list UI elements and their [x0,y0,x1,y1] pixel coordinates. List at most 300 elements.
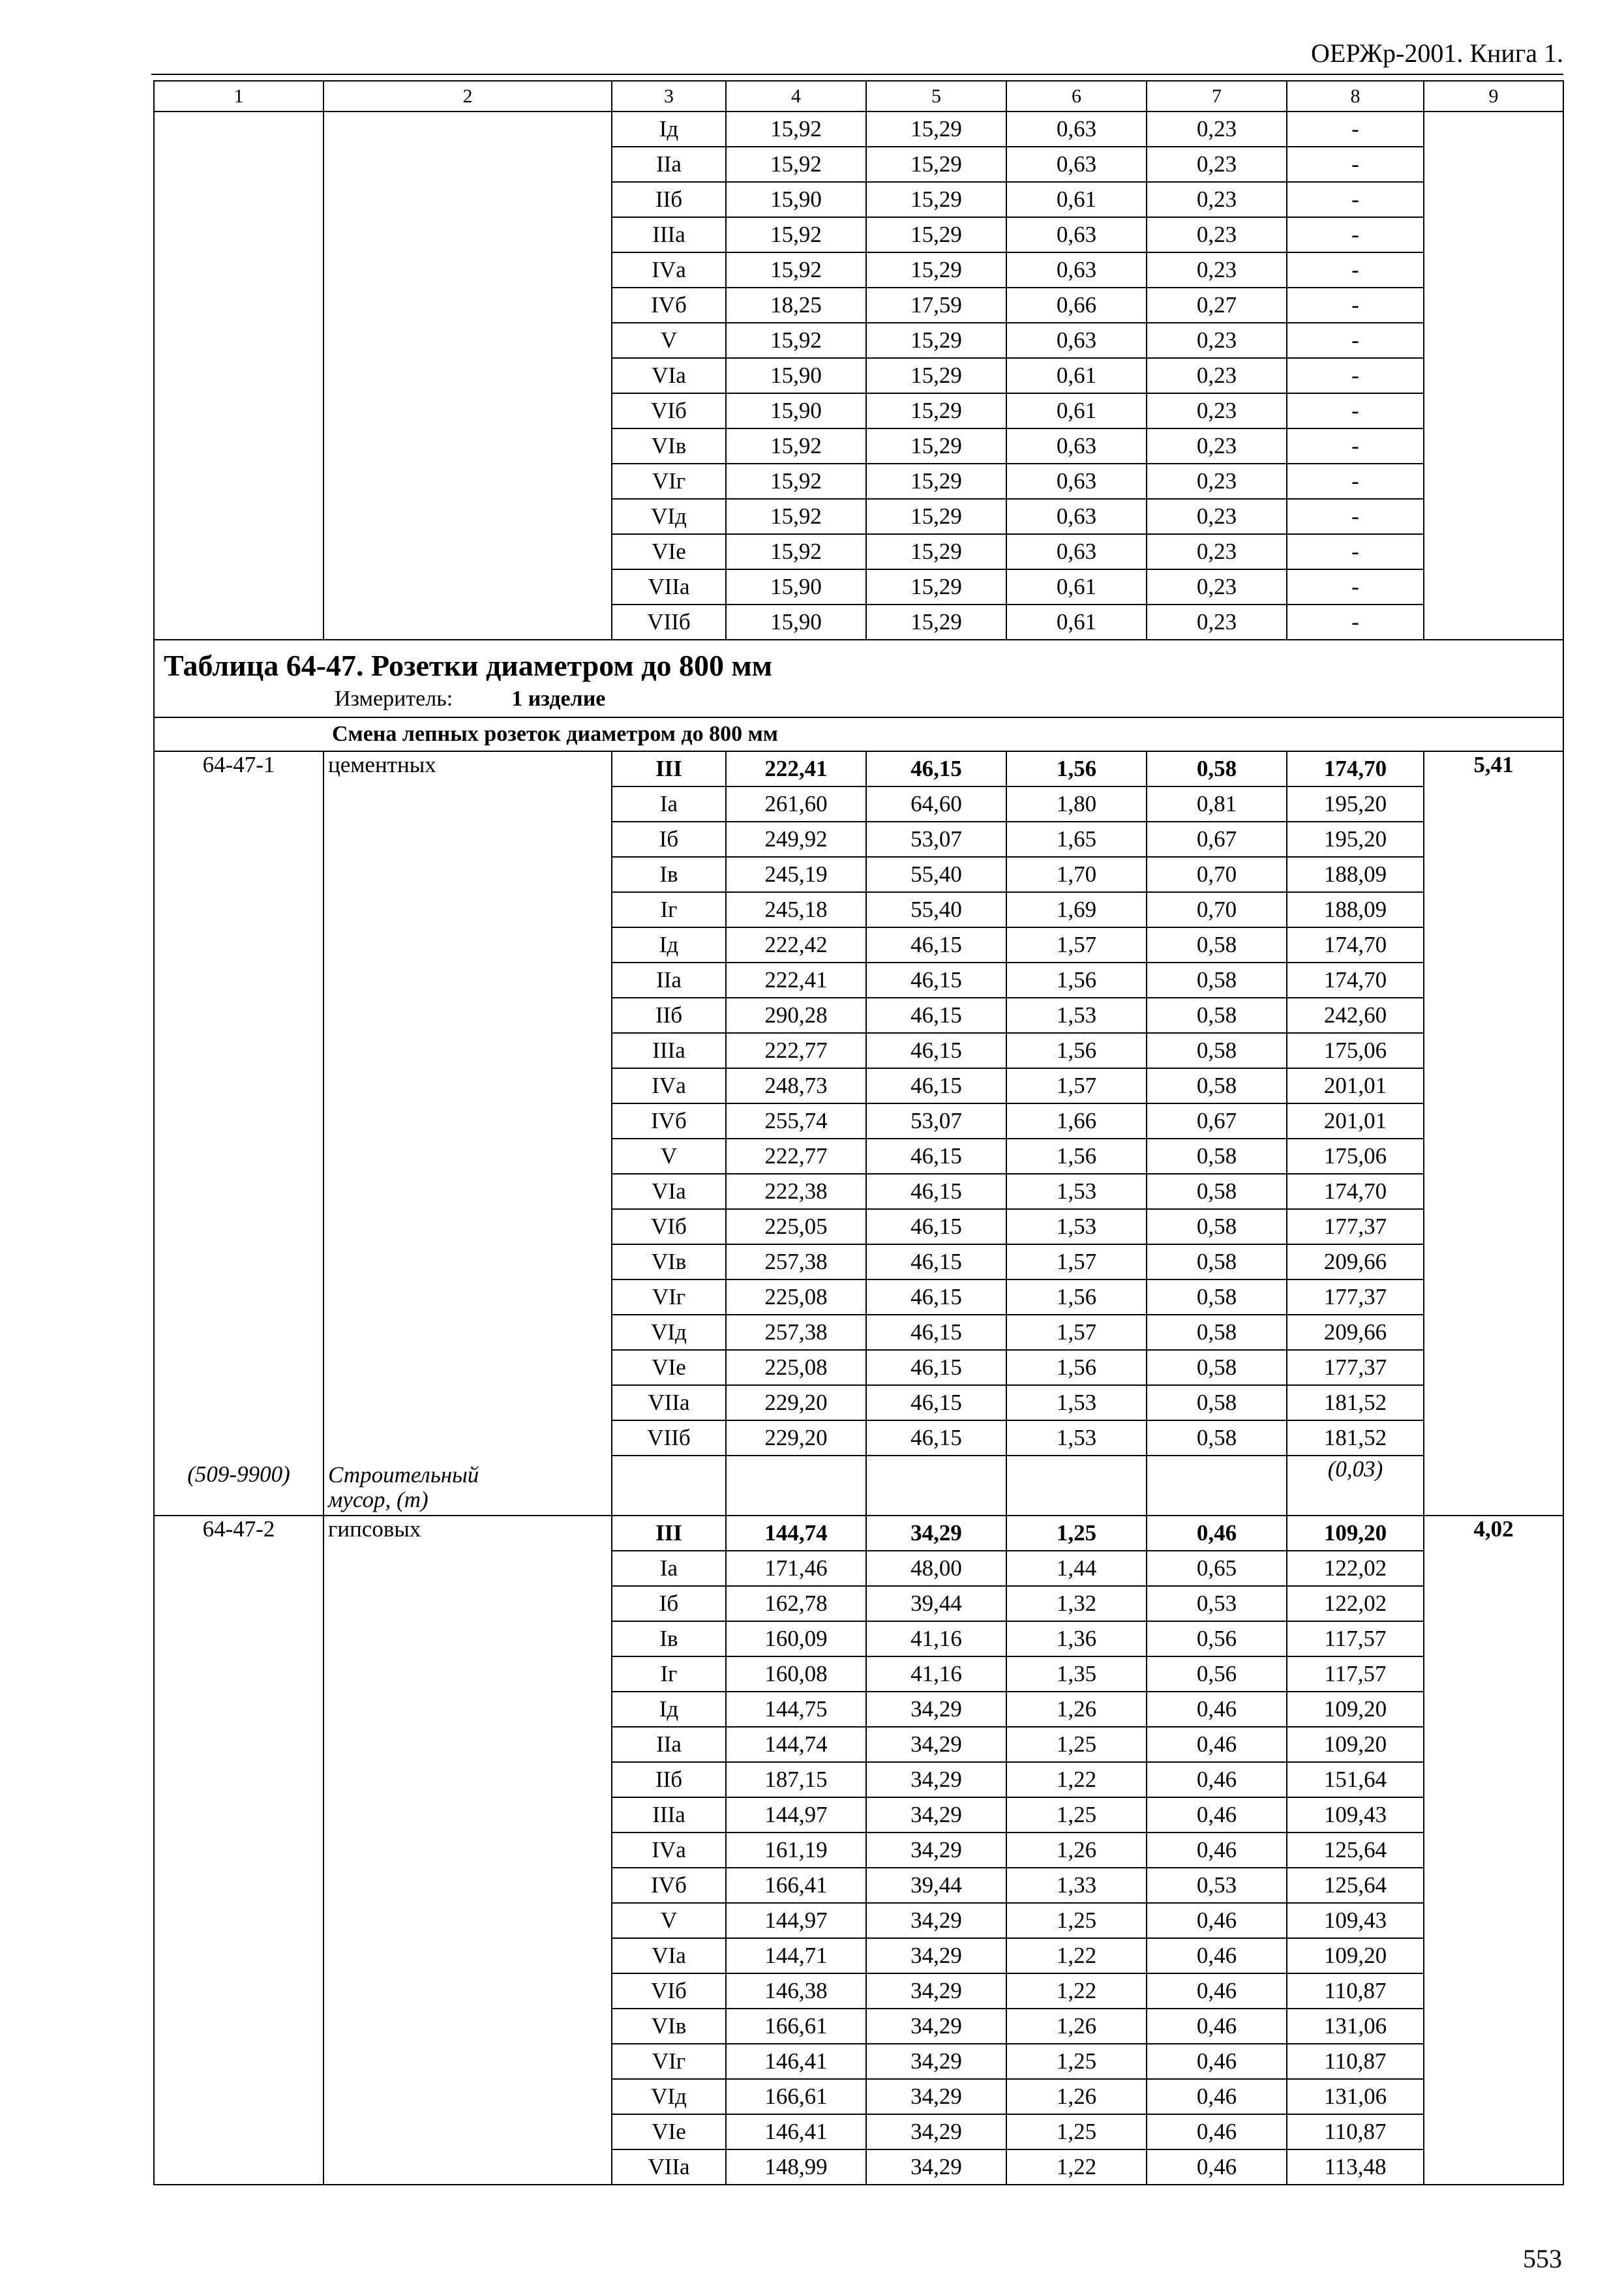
column-number: 1 [154,81,323,112]
value-cell: 1,26 [1006,1692,1147,1727]
value-cell: 195,20 [1287,822,1424,857]
value-cell: 0,23 [1147,182,1287,217]
value-cell: 0,58 [1147,1033,1287,1068]
value-cell: 0,58 [1147,1209,1287,1244]
value-cell: 225,08 [726,1279,866,1315]
value-cell: 15,92 [726,147,866,182]
value-cell: 188,09 [1287,857,1424,892]
value-cell: 0,58 [1147,751,1287,786]
value-cell: 146,41 [726,2114,866,2149]
zone-cell: VIе [612,1350,726,1385]
value-cell: 0,61 [1006,605,1147,640]
value-cell: - [1287,147,1424,182]
value-cell: 0,70 [1147,857,1287,892]
value-cell: 15,29 [866,428,1006,464]
value-cell: 0,61 [1006,393,1147,428]
value-cell: 0,46 [1147,1938,1287,1973]
value-cell: - [1287,252,1424,288]
value-cell: 0,23 [1147,217,1287,252]
value-cell: - [1287,323,1424,358]
value-cell: 15,29 [866,182,1006,217]
value-cell: 0,46 [1147,1516,1287,1551]
zone-cell: IIа [612,147,726,182]
value-cell: 109,43 [1287,1797,1424,1833]
value-cell: 0,46 [1147,1762,1287,1797]
value-cell: 110,87 [1287,2044,1424,2079]
zone-cell: IIб [612,1762,726,1797]
value-cell: 0,58 [1147,963,1287,998]
item-code-cell [154,112,323,640]
value-cell: 18,25 [726,288,866,323]
value-cell: 146,38 [726,1973,866,2009]
value-cell: 0,65 [1147,1551,1287,1586]
value-cell: 125,64 [1287,1833,1424,1868]
zone-cell: VIе [612,2114,726,2149]
zone-cell: Iб [612,822,726,857]
value-cell: 181,52 [1287,1385,1424,1420]
value-cell: 53,07 [866,822,1006,857]
zone-cell: VIб [612,1209,726,1244]
zone-cell: VIд [612,499,726,534]
value-cell: 0,58 [1147,1420,1287,1456]
value-cell: 222,77 [726,1139,866,1174]
value-cell: 0,67 [1147,1103,1287,1139]
value-cell: 0,23 [1147,252,1287,288]
value-cell: 131,06 [1287,2009,1424,2044]
zone-cell: VIа [612,1938,726,1973]
value-cell: 0,46 [1147,1973,1287,2009]
value-cell: 1,57 [1006,927,1147,963]
value-cell: 0,46 [1147,2044,1287,2079]
value-cell: - [1287,605,1424,640]
value-cell: 1,22 [1006,1973,1147,2009]
zone-cell: IIб [612,998,726,1033]
unit-value: 1 изделие [511,687,606,711]
zone-cell [612,1456,726,1516]
value-cell: 144,75 [726,1692,866,1727]
value-cell: - [1287,393,1424,428]
value-cell: 0,63 [1006,112,1147,147]
zone-cell: IIб [612,182,726,217]
value-cell: 1,36 [1006,1621,1147,1656]
zone-cell: IIа [612,1727,726,1762]
value-cell: 225,05 [726,1209,866,1244]
value-cell: 15,90 [726,358,866,393]
zone-cell: VIб [612,393,726,428]
table-subtitle-row [154,717,1563,751]
zone-cell: IVб [612,288,726,323]
value-cell: 41,16 [866,1656,1006,1692]
value-cell: 1,53 [1006,1385,1147,1420]
zone-cell: V [612,1139,726,1174]
value-cell: 0,56 [1147,1656,1287,1692]
value-cell: 1,26 [1006,1833,1147,1868]
table-title-cell [154,640,1563,717]
value-cell: 195,20 [1287,786,1424,822]
value-cell: 122,02 [1287,1586,1424,1621]
value-cell: 0,61 [1006,358,1147,393]
value-cell: - [1287,182,1424,217]
value-cell: 161,19 [726,1833,866,1868]
value-cell: 0,63 [1006,323,1147,358]
value-cell: 222,41 [726,751,866,786]
value-cell: 0,53 [1147,1586,1287,1621]
header-rule [151,74,1563,75]
value-cell: 1,57 [1006,1068,1147,1103]
value-cell: 1,56 [1006,1139,1147,1174]
zone-cell: IVа [612,252,726,288]
value-cell: 0,46 [1147,1727,1287,1762]
value-cell: 117,57 [1287,1656,1424,1692]
zone-cell: VIг [612,2044,726,2079]
column-number: 5 [866,81,1006,112]
value-cell: 34,29 [866,1727,1006,1762]
value-cell: 175,06 [1287,1033,1424,1068]
value-cell: 39,44 [866,1868,1006,1903]
value-cell: 1,56 [1006,1279,1147,1315]
value-cell: 1,57 [1006,1315,1147,1350]
value-cell: 46,15 [866,927,1006,963]
value-cell: 15,92 [726,534,866,569]
value-cell: 209,66 [1287,1244,1424,1279]
value-cell: 0,23 [1147,112,1287,147]
zone-cell: IIа [612,963,726,998]
zone-cell: IVб [612,1103,726,1139]
value-cell: 0,46 [1147,1692,1287,1727]
value-cell: 46,15 [866,1420,1006,1456]
zone-cell: V [612,323,726,358]
column-number: 9 [1424,81,1563,112]
value-cell: 166,61 [726,2079,866,2114]
value-cell: 257,38 [726,1315,866,1350]
value-cell: 0,58 [1147,1174,1287,1209]
value-cell: 34,29 [866,2044,1006,2079]
value-cell: 15,90 [726,605,866,640]
value-cell: 0,63 [1006,252,1147,288]
value-cell: 48,00 [866,1551,1006,1586]
value-cell: 15,29 [866,217,1006,252]
value-cell: 0,23 [1147,428,1287,464]
value-cell: 34,29 [866,1516,1006,1551]
value-cell: 1,26 [1006,2009,1147,2044]
value-cell: 1,56 [1006,1033,1147,1068]
value-cell: 0,58 [1147,1068,1287,1103]
value-cell: 34,29 [866,1797,1006,1833]
table-title: Таблица 64-47. Розетки диаметром до 800 мм [164,649,773,682]
value-cell: 1,56 [1006,751,1147,786]
value-cell: 0,23 [1147,605,1287,640]
zone-cell: VIа [612,358,726,393]
value-cell: 15,92 [726,252,866,288]
value-cell: 1,65 [1006,822,1147,857]
value-cell: - [1287,217,1424,252]
value-cell: - [1287,534,1424,569]
zone-cell: IVа [612,1068,726,1103]
value-cell: 201,01 [1287,1103,1424,1139]
col9-cell: 5,41 [1424,751,1563,1516]
item-name-cell [323,112,612,640]
value-cell: 1,53 [1006,1420,1147,1456]
debris-code: (509-9900) [187,1461,290,1487]
value-cell: 1,25 [1006,1797,1147,1833]
column-number: 7 [1147,81,1287,112]
value-cell: 110,87 [1287,2114,1424,2149]
zone-cell: IIIа [612,1797,726,1833]
value-cell: 1,53 [1006,998,1147,1033]
value-cell: 0,23 [1147,534,1287,569]
value-cell: 34,29 [866,1903,1006,1938]
value-cell: 0,70 [1147,892,1287,927]
zone-cell: VIе [612,534,726,569]
value-cell: 1,80 [1006,786,1147,822]
value-cell: 245,18 [726,892,866,927]
value-cell: 0,66 [1006,288,1147,323]
debris-value-cell: (0,03) [1287,1456,1424,1516]
value-cell: 17,59 [866,288,1006,323]
value-cell: 1,33 [1006,1868,1147,1903]
value-cell: 15,29 [866,323,1006,358]
value-cell: 131,06 [1287,2079,1424,2114]
value-cell: 0,46 [1147,1797,1287,1833]
value-cell: 0,63 [1006,499,1147,534]
table-row [154,1516,1563,1551]
value-cell: 109,20 [1287,1692,1424,1727]
value-cell: 46,15 [866,1279,1006,1315]
column-number: 4 [726,81,866,112]
value-cell: 15,29 [866,464,1006,499]
value-cell: 15,92 [726,217,866,252]
value-cell: 109,20 [1287,1727,1424,1762]
value-cell: 15,92 [726,499,866,534]
value-cell: 15,29 [866,358,1006,393]
value-cell: 166,41 [726,1868,866,1903]
value-cell: 0,67 [1147,822,1287,857]
zone-cell: VIIа [612,569,726,605]
value-cell: 222,41 [726,963,866,998]
value-cell: 46,15 [866,1209,1006,1244]
value-cell: 55,40 [866,892,1006,927]
col9-cell [1424,112,1563,640]
zone-cell: VIб [612,1973,726,2009]
value-cell: 46,15 [866,1244,1006,1279]
zone-cell: VIг [612,1279,726,1315]
value-cell: 1,22 [1006,1762,1147,1797]
value-cell: 177,37 [1287,1350,1424,1385]
value-cell: 174,70 [1287,1174,1424,1209]
value-cell: 0,23 [1147,323,1287,358]
zone-cell: Iа [612,786,726,822]
table-row [154,751,1563,786]
value-cell: 0,46 [1147,2114,1287,2149]
value-cell: 0,61 [1006,182,1147,217]
value-cell: 144,71 [726,1938,866,1973]
value-cell: 1,25 [1006,2114,1147,2149]
zone-cell: III [612,1516,726,1551]
zone-cell: VIIа [612,1385,726,1420]
value-cell: 1,66 [1006,1103,1147,1139]
value-cell: 174,70 [1287,963,1424,998]
value-cell: - [1287,569,1424,605]
value-cell: 181,52 [1287,1420,1424,1456]
value-cell: 125,64 [1287,1868,1424,1903]
value-cell: 144,74 [726,1727,866,1762]
value-cell: 229,20 [726,1420,866,1456]
value-cell: 0,58 [1147,1385,1287,1420]
value-cell: 15,90 [726,393,866,428]
value-cell: 1,25 [1006,1727,1147,1762]
item-name: цементных [328,752,436,777]
value-cell: 225,08 [726,1350,866,1385]
value-cell: 0,63 [1006,147,1147,182]
zone-cell: Iв [612,1621,726,1656]
value-cell: 109,20 [1287,1938,1424,1973]
zone-cell: Iд [612,1692,726,1727]
value-cell: 34,29 [866,2114,1006,2149]
value-cell: 55,40 [866,857,1006,892]
zone-cell: IVа [612,1833,726,1868]
zone-cell: VIд [612,2079,726,2114]
value-cell: 1,22 [1006,1938,1147,1973]
debris-name: Строительный мусор, (т) [328,1462,479,1512]
value-cell: 248,73 [726,1068,866,1103]
value-cell: 15,92 [726,428,866,464]
value-cell: 249,92 [726,822,866,857]
value-cell: 175,06 [1287,1139,1424,1174]
value-cell: 148,99 [726,2149,866,2185]
column-number: 6 [1006,81,1147,112]
value-cell: 34,29 [866,1973,1006,2009]
value-cell: 15,92 [726,323,866,358]
value-cell: 0,81 [1147,786,1287,822]
value-cell: 46,15 [866,1350,1006,1385]
value-cell: 222,77 [726,1033,866,1068]
value-cell: 15,90 [726,182,866,217]
value-cell: 0,56 [1147,1621,1287,1656]
value-cell: 113,48 [1287,2149,1424,2185]
value-cell: 39,44 [866,1586,1006,1621]
zone-cell: VIа [612,1174,726,1209]
value-cell: 15,29 [866,147,1006,182]
zone-cell: Iа [612,1551,726,1586]
value-cell: 1,35 [1006,1656,1147,1692]
value-cell: 1,53 [1006,1209,1147,1244]
value-cell: 1,25 [1006,1516,1147,1551]
item-name-cell: гипсовых [323,1516,612,2185]
zone-cell: Iг [612,1656,726,1692]
value-cell: 15,29 [866,534,1006,569]
zone-cell: VIIа [612,2149,726,2185]
value-cell: 222,38 [726,1174,866,1209]
value-cell: 64,60 [866,786,1006,822]
value-cell: 41,16 [866,1621,1006,1656]
value-cell: 151,64 [1287,1762,1424,1797]
value-cell: - [1287,112,1424,147]
value-cell: 1,56 [1006,963,1147,998]
value-cell: 46,15 [866,1068,1006,1103]
value-cell [1006,1456,1147,1516]
value-cell: 0,58 [1147,1315,1287,1350]
value-cell: 1,22 [1006,2149,1147,2185]
item-code-cell: 64-47-2 [154,1516,323,2185]
value-cell: 1,44 [1006,1551,1147,1586]
value-cell: 257,38 [726,1244,866,1279]
zone-cell: IVб [612,1868,726,1903]
value-cell: 109,43 [1287,1903,1424,1938]
value-cell: 0,58 [1147,1244,1287,1279]
value-cell: 0,58 [1147,1350,1287,1385]
column-number: 3 [612,81,726,112]
value-cell: 15,29 [866,393,1006,428]
value-cell: 34,29 [866,2149,1006,2185]
zone-cell: VIIб [612,1420,726,1456]
value-cell: - [1287,358,1424,393]
value-cell: 0,23 [1147,464,1287,499]
value-cell [726,1456,866,1516]
zone-cell: VIд [612,1315,726,1350]
value-cell: 46,15 [866,1385,1006,1420]
value-cell: 290,28 [726,998,866,1033]
value-cell: 242,60 [1287,998,1424,1033]
value-cell: 162,78 [726,1586,866,1621]
value-cell: 109,20 [1287,1516,1424,1551]
value-cell: 0,63 [1006,464,1147,499]
value-cell: 0,46 [1147,2079,1287,2114]
value-cell: 46,15 [866,963,1006,998]
zone-cell: Iв [612,857,726,892]
value-cell: 229,20 [726,1385,866,1420]
value-cell: 0,58 [1147,927,1287,963]
zone-cell: VIв [612,1244,726,1279]
value-cell: 0,63 [1006,534,1147,569]
unit-line [158,687,1559,717]
value-cell: 15,29 [866,605,1006,640]
value-cell: 46,15 [866,998,1006,1033]
value-cell: 53,07 [866,1103,1006,1139]
value-cell: 255,74 [726,1103,866,1139]
value-cell: 0,23 [1147,358,1287,393]
item-code: 64-47-1 [202,752,275,777]
value-cell [1147,1456,1287,1516]
value-cell: 34,29 [866,1833,1006,1868]
value-cell: 34,29 [866,2009,1006,2044]
value-cell: 187,15 [726,1762,866,1797]
value-cell: 0,23 [1147,393,1287,428]
value-cell: 46,15 [866,1174,1006,1209]
value-cell: 201,01 [1287,1068,1424,1103]
value-cell: 1,57 [1006,1244,1147,1279]
value-cell: 0,63 [1006,428,1147,464]
value-cell: 46,15 [866,1139,1006,1174]
value-cell: 46,15 [866,1315,1006,1350]
value-cell: 1,26 [1006,2079,1147,2114]
value-cell: 174,70 [1287,751,1424,786]
zone-cell: IIIа [612,217,726,252]
value-cell: 15,90 [726,569,866,605]
column-number: 2 [323,81,612,112]
zone-cell: VIв [612,428,726,464]
zone-cell: Iг [612,892,726,927]
value-cell: 188,09 [1287,892,1424,927]
value-cell: 144,74 [726,1516,866,1551]
table-row [154,112,1563,147]
zone-cell: VIIб [612,605,726,640]
value-cell: 0,46 [1147,2009,1287,2044]
value-cell: 177,37 [1287,1209,1424,1244]
value-cell: 46,15 [866,751,1006,786]
zone-cell: V [612,1903,726,1938]
value-cell: 174,70 [1287,927,1424,963]
value-cell: 15,29 [866,499,1006,534]
